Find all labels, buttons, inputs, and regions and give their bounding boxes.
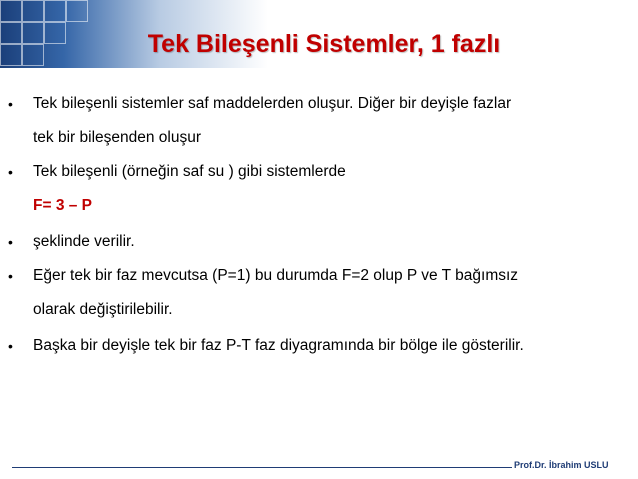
- bullet-text: Tek bileşenli (örneğin saf su ) gibi sistemlerde: [33, 163, 346, 180]
- bullet-marker: •: [8, 338, 13, 354]
- bullet-marker: •: [8, 268, 13, 284]
- bullet-text: şeklinde verilir.: [33, 233, 135, 250]
- slide-title: Tek Bileşenli Sistemler, 1 fazlı: [147, 30, 501, 58]
- bullet-marker: •: [8, 96, 13, 112]
- bullet-text: Tek bileşenli sistemler saf maddelerden oluşur. Diğer bir deyişle fazlar: [33, 95, 512, 112]
- bullet-marker: •: [8, 234, 13, 250]
- bullet-marker: •: [8, 164, 13, 180]
- footer-author: Prof.Dr. İbrahim USLU: [514, 460, 609, 470]
- bullet-text: tek bir bileşenden oluşur: [33, 129, 202, 146]
- bullet-text: Eğer tek bir faz mevcutsa (P=1) bu durumda F=2 olup P ve T bağımsız: [33, 267, 519, 284]
- footer-divider: [12, 467, 512, 468]
- bullet-text: Başka bir deyişle tek bir faz P-T faz diyagramında bir bölge ile gösterilir.: [33, 337, 524, 354]
- bullet-text: olarak değiştirilebilir.: [33, 301, 173, 318]
- formula: F= 3 – P: [33, 197, 93, 214]
